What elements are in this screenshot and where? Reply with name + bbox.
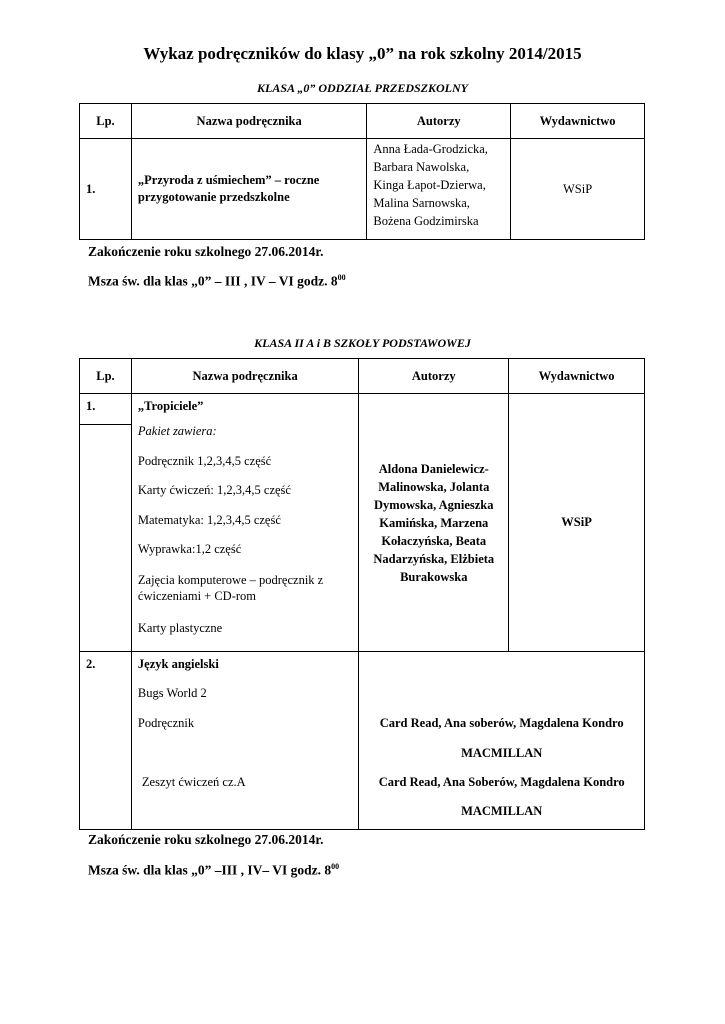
header-authors: Autorzy [367, 104, 511, 139]
page-title: Wykaz podręczników do klasy „0” na rok szkolny 2014/2015 [143, 44, 582, 63]
row1-item: Karty ćwiczeń: 1,2,3,4,5 część [137, 483, 291, 497]
table-row [80, 394, 645, 652]
table-row [80, 652, 645, 830]
row-lp: 1. [80, 139, 132, 240]
table-row [80, 139, 645, 240]
row1-item: Matematyka: 1,2,3,4,5 część [137, 513, 281, 527]
author-line: Malina Sarnowska, [373, 196, 470, 210]
row1-title: „Tropiciele” [137, 399, 204, 413]
row2-lp: 2. [80, 652, 132, 830]
row1-lp-divider [80, 424, 131, 425]
section2-heading: KLASA II A i B SZKOŁY PODSTAWOWEJ [254, 336, 471, 350]
row1-item: Wyprawka:1,2 część [137, 542, 242, 556]
row1-lp: 1. [86, 399, 96, 413]
row2-publisher1: MACMILLAN [461, 746, 543, 760]
section1-table [79, 103, 645, 240]
row1-authors: Aldona Danielewicz-Malinowska, Jolanta Dymowska, Agnieszka Kamińska, Marzena Kołaczyńska, Beata Nadarzyńska, Elżbieta Burakowska [359, 394, 509, 652]
row2-authors2: Card Read, Ana Soberów, Magdalena Kondro [378, 775, 625, 789]
row2-series: Bugs World 2 [137, 686, 207, 700]
row-authors [367, 139, 511, 240]
mass-note [88, 862, 339, 879]
header-name: Nazwa podręcznika [131, 104, 367, 139]
header-publisher: Wydawnictwo [509, 359, 645, 394]
section1-heading: KLASA „0” ODDZIAŁ PRZEDSZKOLNY [256, 81, 469, 95]
author-line: Barbara Nawolska, [373, 160, 470, 174]
mass-time-sup: 00 [331, 862, 340, 871]
row1-item: Podręcznik 1,2,3,4,5 część [137, 454, 272, 468]
row2-item: Zeszyt ćwiczeń cz.A [141, 775, 246, 789]
author-line: Anna Łada-Grodzicka, [373, 142, 488, 156]
row2-title: Język angielski [137, 657, 219, 671]
row1-lp-cell [80, 394, 132, 652]
row2-publisher2: MACMILLAN [461, 804, 543, 818]
mass-time-sup: 00 [337, 273, 346, 282]
header-authors: Autorzy [359, 359, 509, 394]
header-lp: Lp. [80, 359, 132, 394]
row2-item: Podręcznik [137, 716, 195, 730]
header-lp: Lp. [80, 104, 132, 139]
mass-note [88, 273, 346, 290]
row2-authors-cell [359, 652, 645, 830]
author-line: Bożena Godzimirska [373, 214, 479, 228]
header-publisher: Wydawnictwo [511, 104, 645, 139]
row2-authors1: Card Read, Ana soberów, Magdalena Kondro [379, 716, 624, 730]
end-of-year-note: Zakończenie roku szkolnego 27.06.2014r. [88, 832, 324, 847]
row1-publisher: WSiP [509, 394, 645, 652]
row2-name-cell [131, 652, 358, 830]
mass-text: Msza św. dla klas „0” –III , IV– VI godz. 8 [88, 862, 332, 878]
row1-item: Zajęcia komputerowe – podręcznik z ćwiczeniami + CD-rom [137, 573, 324, 603]
author-line: Kinga Łapot-Dzierwa, [373, 178, 486, 192]
row1-item: Karty plastyczne [137, 621, 223, 635]
row1-package-label: Pakiet zawiera: [137, 424, 217, 438]
row-name: „Przyroda z uśmiechem” – roczne przygotowanie przedszkolne [131, 139, 367, 240]
header-name: Nazwa podręcznika [131, 359, 358, 394]
end-of-year-note: Zakończenie roku szkolnego 27.06.2014r. [88, 244, 324, 259]
section2-table [79, 358, 645, 830]
row-publisher: WSiP [511, 139, 645, 240]
mass-text: Msza św. dla klas „0” – III , IV – VI godz. 8 [88, 273, 338, 289]
row1-name-cell [131, 394, 358, 652]
